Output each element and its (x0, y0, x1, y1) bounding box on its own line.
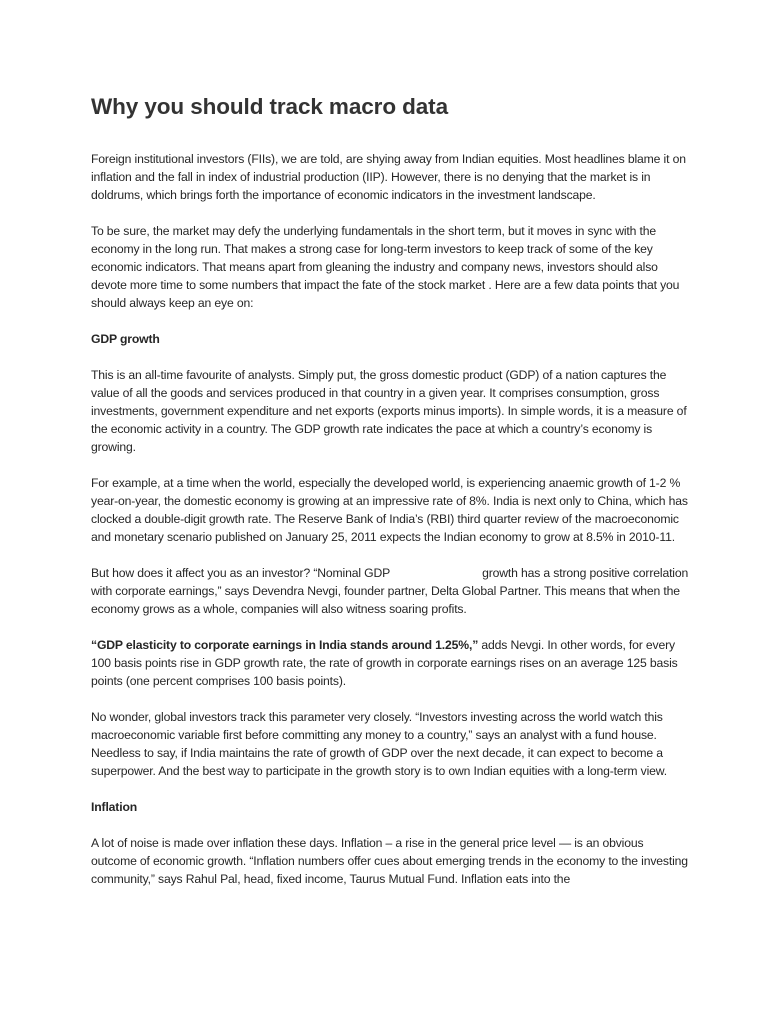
paragraph-gdp-elasticity-rest: adds Nevgi. In other words, for every 100 basis points rise in GDP growth rate, the rate of growth in corporate earnings rises on an average 125 basis points (one percent comprises 100 basis points). (91, 638, 678, 688)
paragraph-global-investors: No wonder, global investors track this parameter very closely. “Investors investing across the world watch this macroeconomic variable first before committing any money to a country,” says an analyst with a fund house. Needless to say, if India maintains the rate of growth of GDP over the next decade, it can expect to become a superpower. And the best way to participate in the growth story is to own Indian equities with a long-term view. (91, 710, 667, 778)
paragraph-gdp-example: For example, at a time when the world, especially the developed world, is experiencing anaemic growth of 1-2 % year-on-year, the domestic economy is growing at an impressive rate of 8%. India is next only to China, which has clocked a double-digit growth rate. The Reserve Bank of India’s (RBI) third quarter review of the macroeconomic and monetary scenario published on January 25, 2011 expects the Indian economy to grow at 8.5% in 2010-11. (91, 476, 688, 544)
paragraph-gdp-investor (91, 564, 689, 618)
paragraph-gdp-investor-part1: But how does it affect you as an investor? “Nominal GDP (91, 566, 391, 580)
article-title: Why you should track macro data (91, 94, 448, 119)
section-heading-gdp-growth: GDP growth (91, 332, 160, 346)
quote-gdp-elasticity: GDP elasticity to corporate earnings in India stands around 1.25%,” (96, 638, 479, 652)
paragraph-fundamentals: To be sure, the market may defy the underlying fundamentals in the short term, but it moves in sync with the economy in the long run. That makes a strong case for long-term investors to keep track of some of the key economic indicators. That means apart from gleaning the industry and company news, investors should also devote more time to some numbers that impact the fate of the stock market . Here are a few data points that you should always keep an eye on: (91, 224, 680, 310)
paragraph-gdp-elasticity (91, 636, 689, 690)
document-page (91, 94, 689, 906)
paragraph-inflation: A lot of noise is made over inflation these days. Inflation – a rise in the general price level — is an obvious outcome of economic growth. “Inflation numbers offer cues about emerging trends in the economy to the investing community,” says Rahul Pal, head, fixed income, Taurus Mutual Fund. Inflation eats into the (91, 836, 688, 886)
article-body (91, 150, 689, 888)
paragraph-intro: Foreign institutional investors (FIIs), we are told, are shying away from Indian equities. Most headlines blame it on inflation and the fall in index of industrial production (IIP). However, there is no denying that the market is in doldrums, which brings forth the importance of economic indicators in the investment landscape. (91, 152, 686, 202)
paragraph-gdp-investor-part2: growth has a strong positive correlation with corporate earnings,” says Devendra Nevgi, founder partner, Delta Global Partner. This means that when the economy grows as a whole, companies will also witness soaring profits. (91, 566, 689, 616)
paragraph-gdp-definition: This is an all-time favourite of analysts. Simply put, the gross domestic product (GDP) of a nation captures the value of all the goods and services produced in that country in a given year. It comprises consumption, gross investments, government expenditure and net exports (exports minus imports). In simple words, it is a measure of the economic activity in a country. The GDP growth rate indicates the pace at which a country’s economy is growing. (91, 368, 687, 454)
quote-open-mark: “ (91, 638, 97, 652)
section-heading-inflation: Inflation (91, 800, 138, 814)
